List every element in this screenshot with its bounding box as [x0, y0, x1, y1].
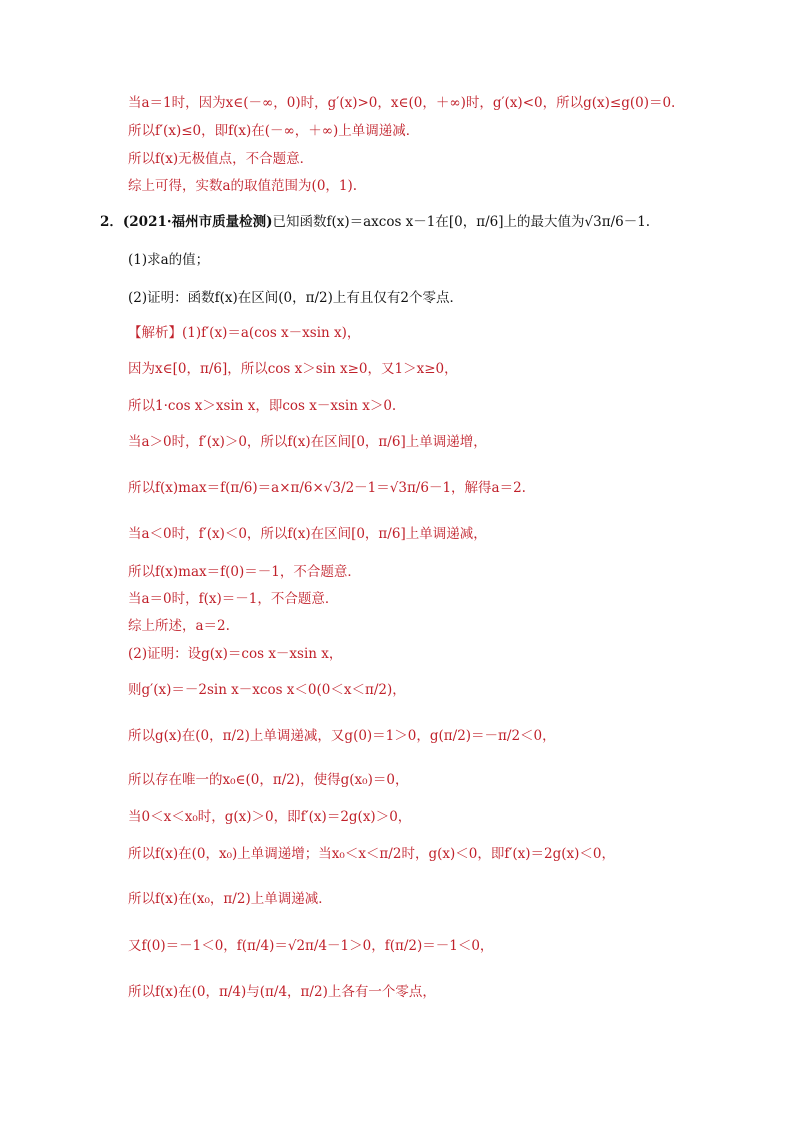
solution-line: 综上所述，a＝2. [128, 618, 230, 634]
solution-line: 所以f(x)在(0，π/4)与(π/4，π/2)上各有一个零点， [128, 984, 436, 1000]
solution-label: 【解析】 [128, 325, 182, 341]
solution-line: 则g′(x)＝－2sin x－xcos x＜0(0＜x＜π/2)， [128, 682, 406, 698]
text-line: 所以f(x)无极值点，不合题意． [128, 151, 314, 167]
solution-line: 所以f(x)max＝f(0)＝－1，不合题意． [128, 564, 361, 580]
solution-line: 当a＜0时，f′(x)＜0，所以f(x)在区间[0，π/6]上单调递减， [128, 526, 487, 542]
solution-line: 当a＝0时，f(x)＝－1，不合题意． [128, 591, 339, 607]
solution-line: 当0＜x＜x₀时，g(x)＞0，即f′(x)＝2g(x)＞0， [128, 809, 412, 825]
solution-line [128, 324, 360, 342]
solution-line: 所以f(x)在(0，x₀)上单调递增；当x₀＜x＜π/2时，g(x)＜0，即f′(x)＝2g(x)＜0， [128, 846, 615, 862]
question-part-2: (2)证明：函数f(x)在区间(0，π/2)上有且仅有2个零点． [128, 290, 463, 306]
text-line: 所以f′(x)≤0，即f(x)在(－∞，＋∞)上单调递减． [128, 123, 420, 139]
text-line: 当a＝1时，因为x∈(－∞，0)时，g′(x)>0，x∈(0，＋∞)时，g′(x)<0，所以g(x)≤g(0)＝0. [128, 95, 676, 111]
question-part-1: (1)求a的值； [128, 252, 210, 268]
solution-line: 当a＞0时，f′(x)＞0，所以f(x)在区间[0，π/6]上单调递增， [128, 434, 487, 450]
solution-line: (2)证明：设g(x)＝cos x－xsin x， [128, 646, 343, 662]
solution-line: 因为x∈[0，π/6]，所以cos x＞sin x≥0，又1＞x≥0， [128, 361, 458, 377]
solution-line: 所以g(x)在(0，π/2)上单调递减，又g(0)＝1＞0，g(π/2)＝－π/2＜0， [128, 728, 556, 744]
solution-line: 所以存在唯一的x₀∈(0，π/2)，使得g(x₀)＝0， [128, 772, 409, 788]
solution-text: (1)f′(x)＝a(cos x－xsin x)， [182, 325, 361, 341]
question-stem: 已知函数f(x)＝axcos x－1在[0，π/6]上的最大值为√3π/6－1. [272, 214, 651, 230]
text-line: 综上可得，实数a的取值范围为(0，1). [128, 178, 358, 194]
question-number: 2． [100, 214, 123, 230]
solution-line: 所以f(x)在(x₀，π/2)上单调递减． [128, 891, 332, 907]
solution-line: 所以1·cos x＞xsin x，即cos x－xsin x＞0. [128, 398, 397, 414]
solution-line: 又f(0)＝－1＜0，f(π/4)＝√2π/4－1＞0，f(π/2)＝－1＜0， [128, 938, 494, 954]
question-2 [100, 213, 650, 231]
solution-line: 所以f(x)max＝f(π/6)＝a×π/6×√3/2－1＝√3π/6－1，解得a＝2. [128, 480, 526, 496]
question-source: (2021·福州市质量检测) [122, 214, 273, 230]
